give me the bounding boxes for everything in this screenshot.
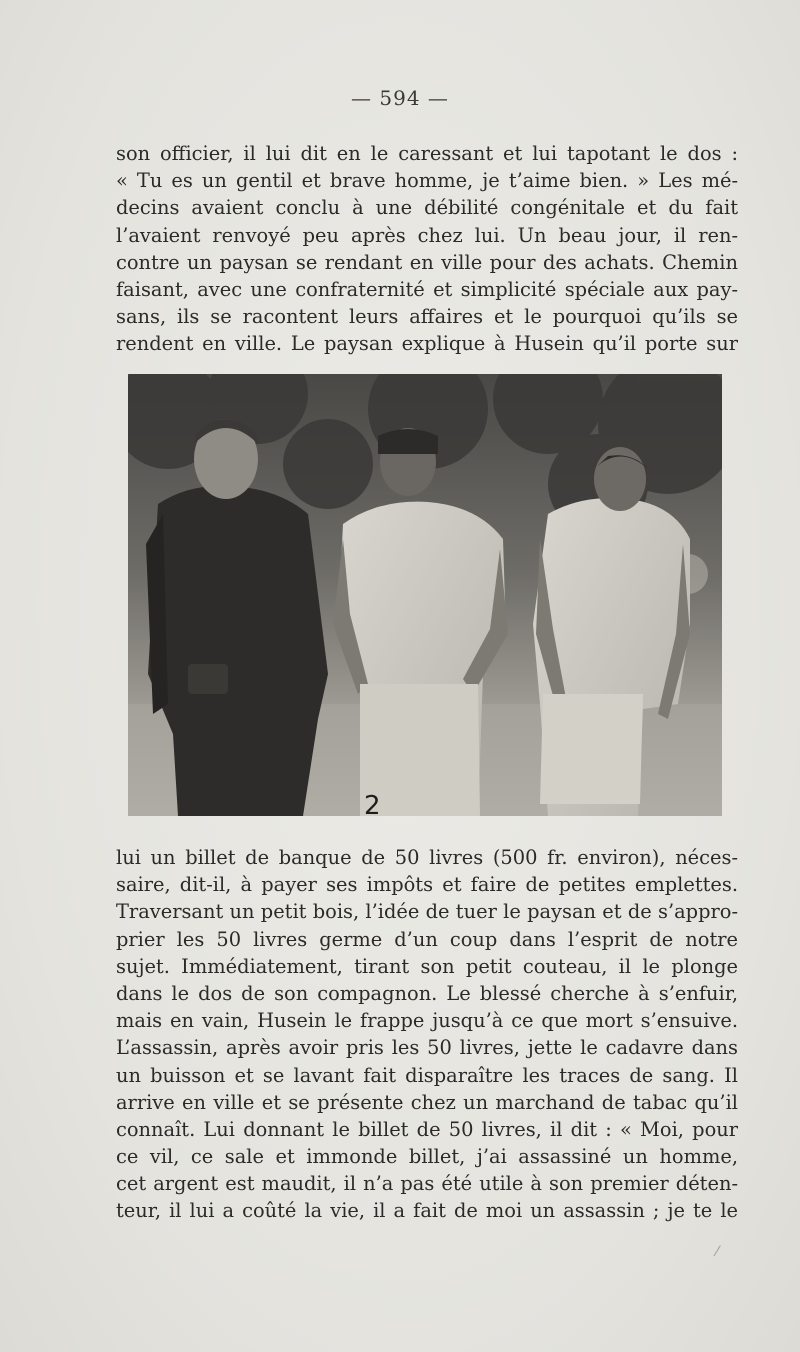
photograph-illustration <box>128 374 722 816</box>
text-line: l’avaient renvoyé peu après chez lui. Un beau jour, il ren- <box>116 223 738 247</box>
text-line: « Tu es un gentil et brave homme, je t’aime bien. » Les mé- <box>116 169 738 193</box>
text-line: mais en vain, Husein le frappe jusqu’à ce que mort s’ensuive. <box>116 1009 738 1033</box>
text-line: Traversant un petit bois, l’idée de tuer le paysan et de s’appro- <box>116 900 738 924</box>
text-line: ce vil, ce sale et immonde billet, j’ai assassiné un homme, <box>116 1145 738 1169</box>
text-line: saire, dit-il, à payer ses impôts et faire de petites emplettes. <box>116 873 738 897</box>
text-line: L’assassin, après avoir pris les 50 livres, jette le cadavre dans <box>116 1036 738 1060</box>
text-line: arrive en ville et se présente chez un marchand de tabac qu’il <box>116 1090 738 1114</box>
photograph-three-men <box>128 374 722 816</box>
stray-pencil-mark: ⁄ <box>716 1244 719 1260</box>
text-line: un buisson et se lavant fait disparaître les traces de sang. Il <box>116 1063 738 1087</box>
text-line: cet argent est maudit, il n’a pas été utile à son premier déten- <box>116 1172 738 1196</box>
text-line: teur, il lui a coûté la vie, il a fait de moi un assassin ; je te le <box>116 1199 738 1223</box>
paragraph-top <box>116 140 738 358</box>
text-line: sujet. Immédiatement, tirant son petit couteau, il le plonge <box>116 954 738 978</box>
text-line: connaît. Lui donnant le billet de 50 livres, il dit : « Moi, pour <box>116 1117 738 1141</box>
text-line: contre un paysan se rendant en ville pour des achats. Chemin <box>116 250 738 274</box>
text-line: dans le dos de son compagnon. Le blessé cherche à s’enfuir, <box>116 981 738 1005</box>
page-number: — 594 — <box>351 86 449 110</box>
text-line: sans, ils se racontent leurs affaires et le pourquoi qu’ils se <box>116 305 738 329</box>
text-line: faisant, avec une confraternité et simplicité spéciale aux pay- <box>116 277 738 301</box>
text-line: prier les 50 livres germe d’un coup dans l’esprit de notre <box>116 927 738 951</box>
paragraph-bottom <box>116 844 738 1225</box>
text-line: lui un billet de banque de 50 livres (500 fr. environ), néces- <box>116 846 738 869</box>
text-line: son officier, il lui dit en le caressant et lui tapotant le dos : <box>116 142 738 165</box>
text-line: rendent en ville. Le paysan explique à Husein qu’il porte sur <box>116 332 738 356</box>
text-line: decins avaient conclu à une débilité congénitale et du fait <box>116 196 738 220</box>
handwritten-number-mark: 2 <box>364 791 381 816</box>
